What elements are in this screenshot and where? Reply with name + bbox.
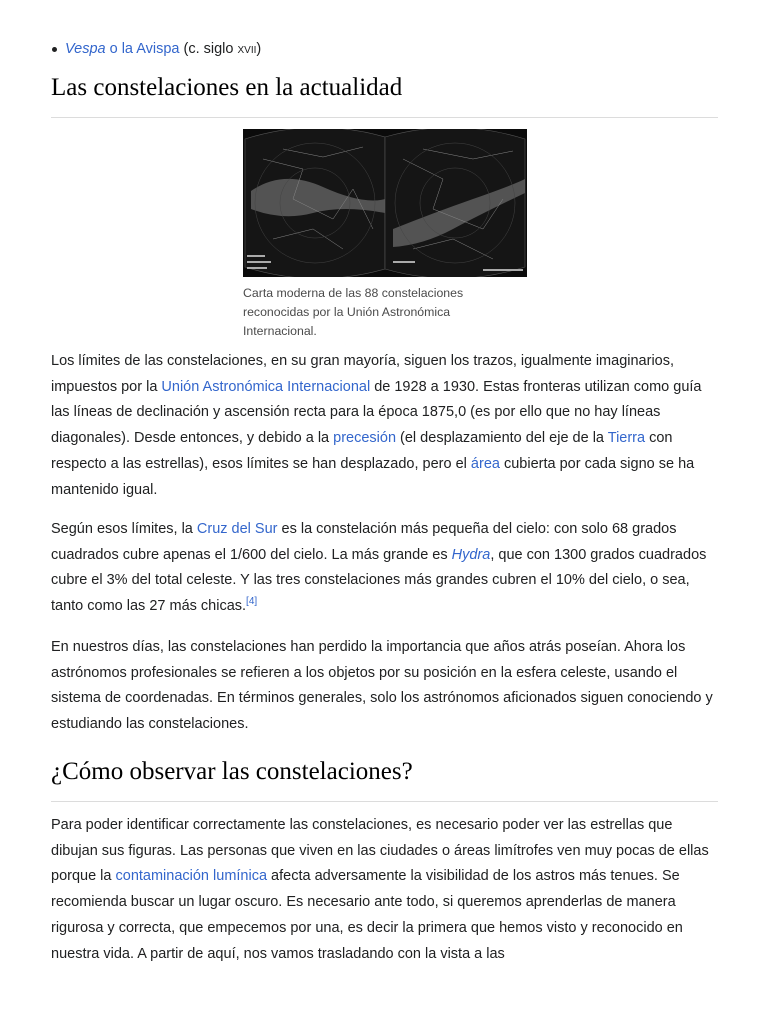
paragraph-today: En nuestros días, las constelaciones han perdido la importancia que años atrás poseían. Ahora los astrónomos profesionales se refieren a los objetos por su posición en la esfera celeste, usando el sistema de coordenadas. En términos generales, solo los astrónomos aficionados siguen conociendo y estudiando las constelaciones.	[51, 639, 713, 733]
paragraph-text: Los límites de las constelaciones, en su gran mayoría, siguen los trazos, igualmente imaginarios, impuestos por la	[51, 353, 675, 395]
paragraph-sizes	[51, 517, 718, 620]
section-heading-observe: ¿Cómo observar las constelaciones?	[51, 756, 718, 802]
paragraph-text: Según esos límites, la	[51, 521, 197, 537]
list-item-text: (c. siglo	[179, 41, 238, 57]
paragraph-text: (el desplazamiento del eje de la	[396, 430, 608, 447]
southern-cross-link[interactable]: Cruz del Sur	[196, 521, 278, 537]
list-item-text: )	[256, 41, 262, 57]
area-link[interactable]: área	[470, 455, 500, 472]
northern-hemisphere-map	[245, 129, 385, 277]
paragraph-text: afecta adversamente la visibilidad de los astros más tenues. Se recomienda buscar un lugar oscuro. Es necesario ante todo, si queremos aprenderlas de manera rigurosa y correcta, que empecemos por una, es decir la primera que hemos visto y reconocido en nuestra vida. A partir de aquí, nos vamos trasladando con la vista a las	[51, 868, 683, 962]
southern-hemisphere-map	[385, 129, 525, 277]
paragraph-boundaries	[51, 349, 718, 503]
earth-link[interactable]: Tierra	[607, 430, 646, 447]
list-item	[51, 38, 718, 60]
paragraph-text: Para poder identificar correctamente las constelaciones, es necesario poder ver las estrellas que dibujan sus figuras. Las personas que viven en las ciudades o áreas limítrofes ven muy pocas de ellas porque la	[51, 817, 709, 885]
paragraph-observe	[51, 813, 718, 967]
light-pollution-link[interactable]: contaminación lumínica	[115, 868, 268, 885]
avispa-link[interactable]: o la Avispa	[109, 41, 180, 57]
constellation-chart-figure	[243, 129, 529, 341]
paragraph-text: de 1928 a 1930. Estas fronteras utilizan como guía las líneas de declinación y ascensión recta para la época 1875,0 (es por ello que no hay líneas diagonales). Desde entonces, y debido a la	[51, 378, 702, 447]
paragraph-text: , que con 1300 grados cuadrados cubre el 3% del total celeste. Y las tres constelaciones más grandes cubren el 10% del cielo, o sea, tanto como las 27 más chicas.	[51, 546, 707, 615]
constellation-list	[51, 38, 718, 60]
hydra-link[interactable]: Hydra	[451, 546, 491, 563]
star-chart-image[interactable]	[243, 129, 527, 277]
section-heading-today: Las constelaciones en la actualidad	[51, 72, 718, 118]
iau-link[interactable]: Unión Astronómica Internacional	[161, 378, 371, 395]
precession-link[interactable]: precesión	[333, 430, 397, 447]
vespa-link[interactable]: Vespa	[65, 41, 106, 57]
paragraph-text: con respecto a las estrellas), esos límites se han desplazado, pero el	[51, 430, 673, 472]
paragraph-text: cubierta por cada signo se ha mantenido igual.	[51, 455, 695, 498]
figure-caption: Carta moderna de las 88 constelaciones reconocidas por la Unión Astronómica Internacional.	[243, 286, 464, 338]
reference-4-link[interactable]: [4]	[246, 596, 258, 608]
century-numeral: xvii	[237, 41, 257, 57]
paragraph-text: es la constelación más pequeña del cielo: con solo 68 grados cuadrados cubre apenas el 1/600 del cielo. La más grande es	[51, 521, 677, 563]
